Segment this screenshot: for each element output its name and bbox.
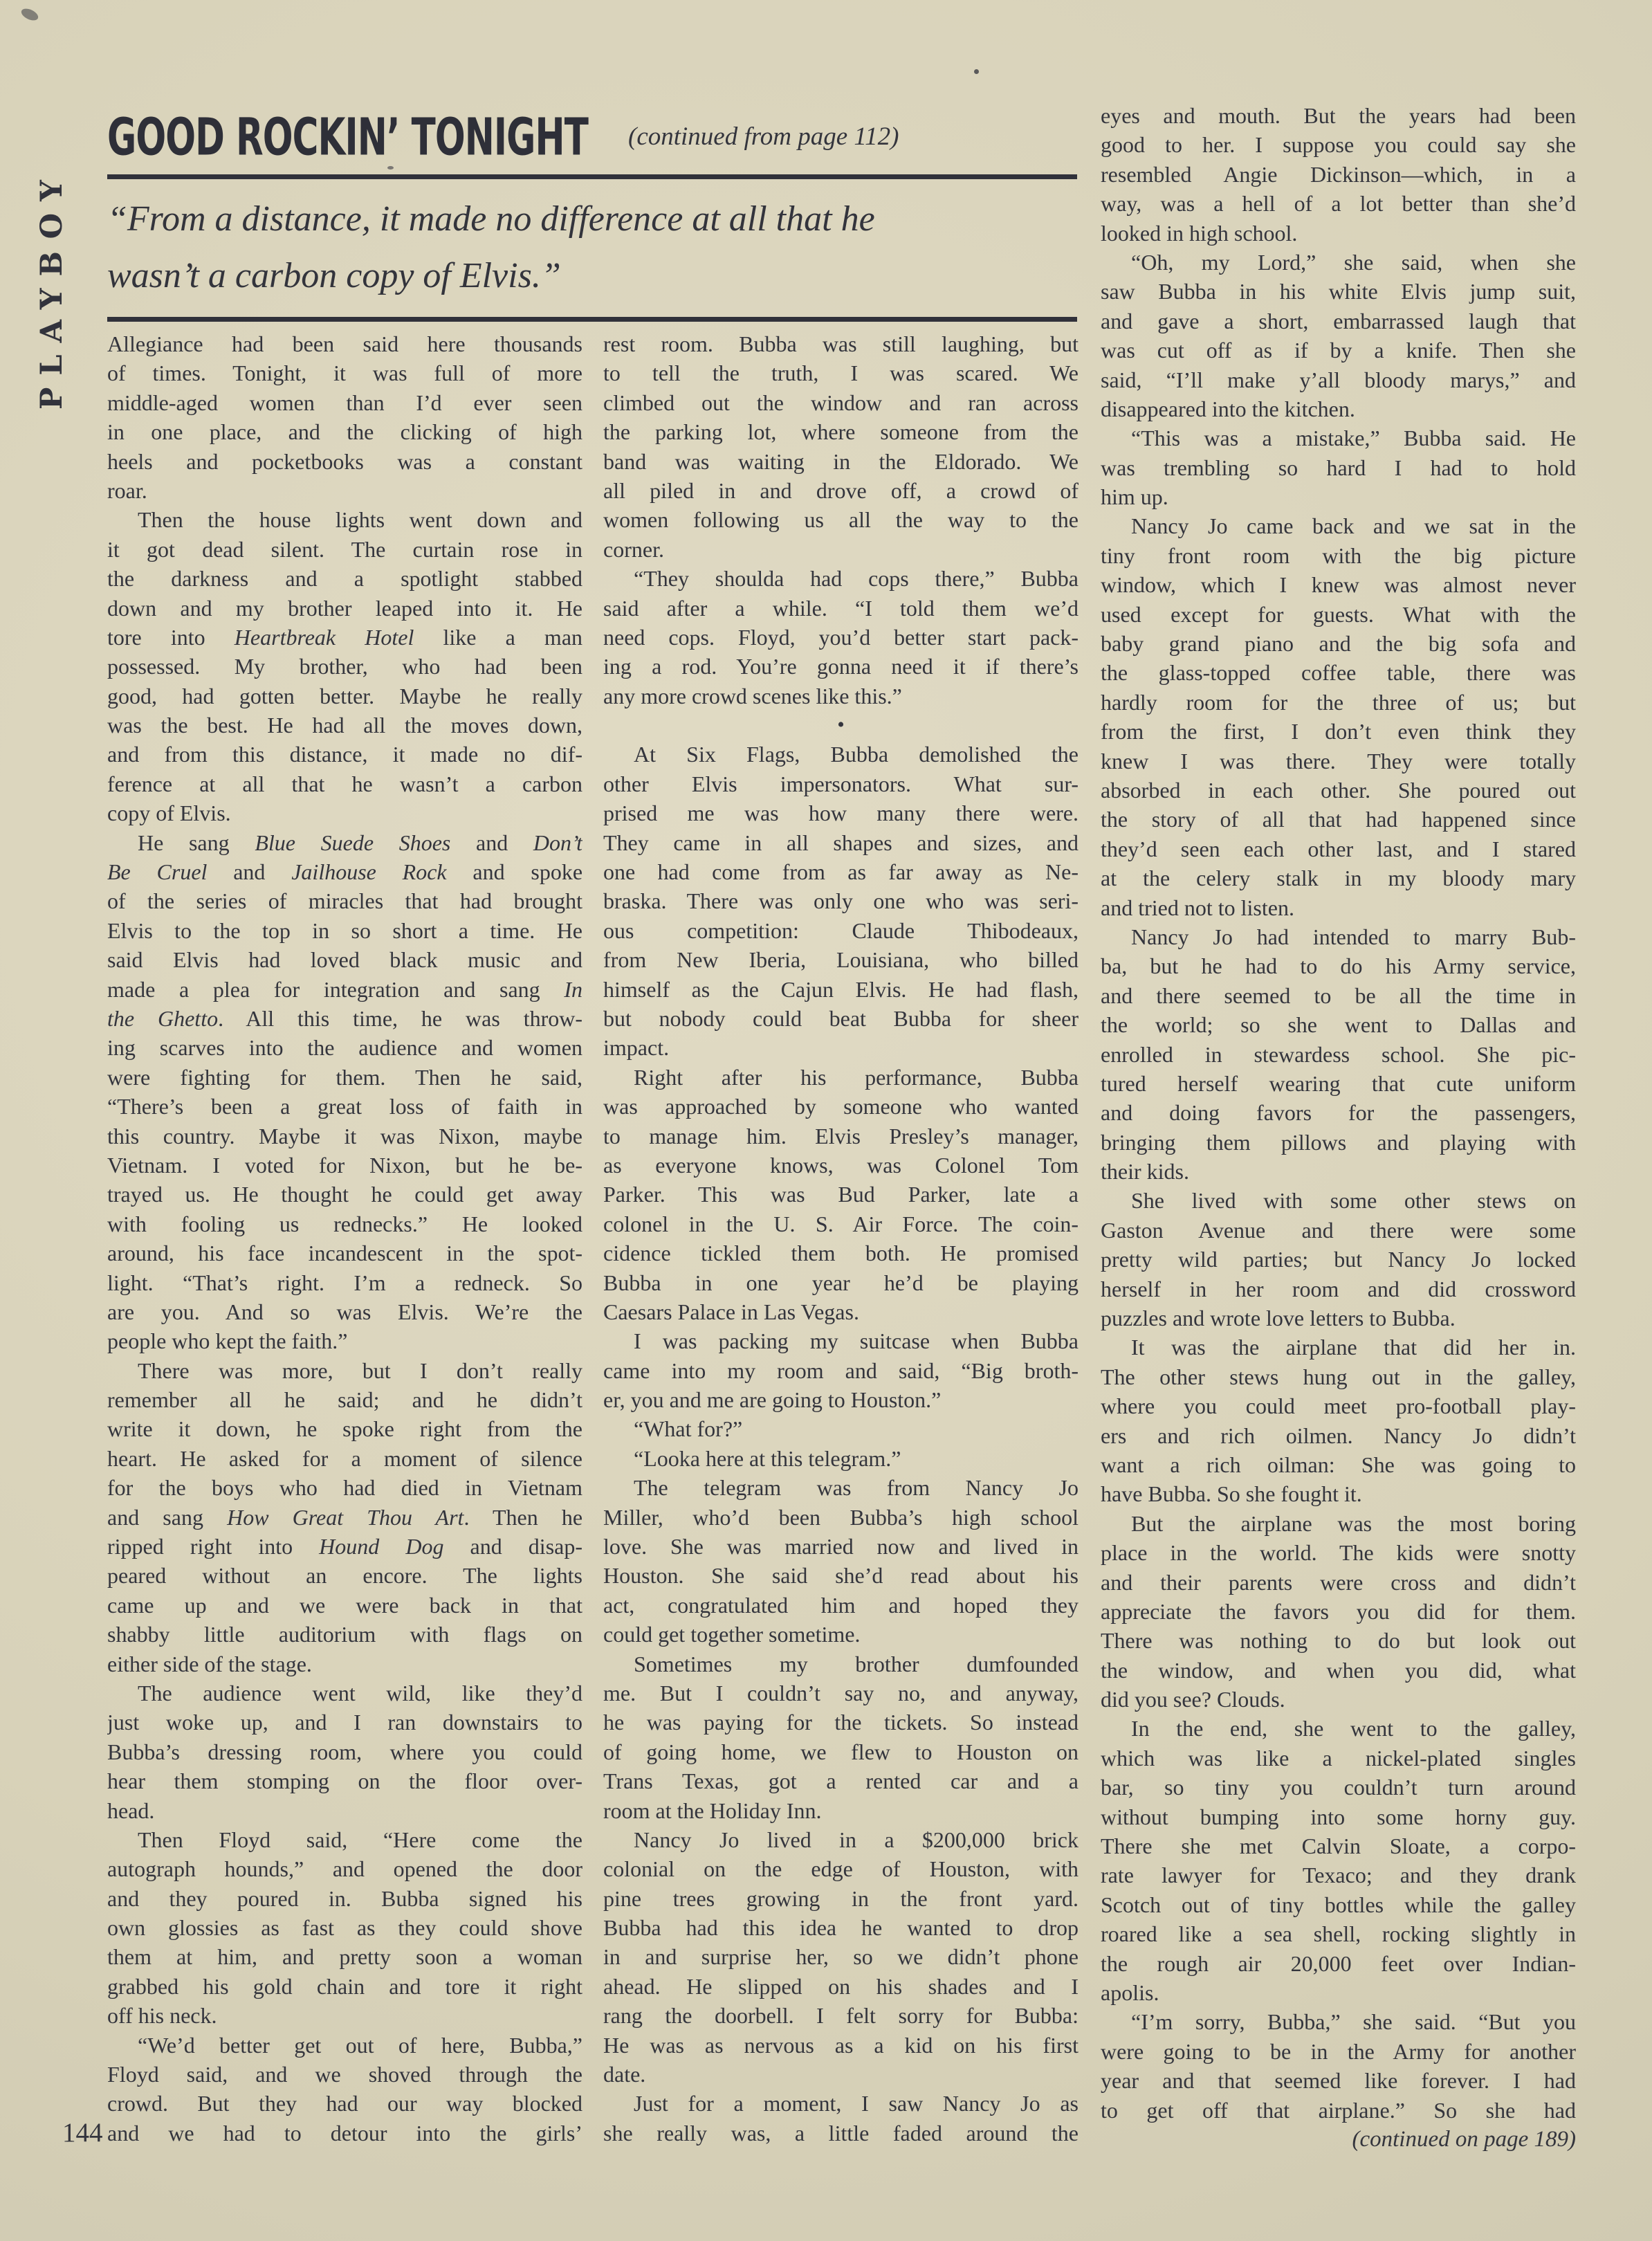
- pull-quote-line-2: wasn’t a carbon copy of Elvis.”: [107, 256, 561, 295]
- text-line: have Bubba. So she fought it.: [1101, 1481, 1362, 1507]
- text-line: their kids.: [1101, 1159, 1189, 1184]
- text-line: as everyone knows, was Colonel Tom: [603, 1152, 1079, 1178]
- text-line: the glass-topped coffee table, there was: [1101, 660, 1576, 686]
- text-line: all piled in and drove off, a crowd of: [603, 477, 1079, 503]
- text-line: Parker. This was Bud Parker, late a: [603, 1182, 1079, 1207]
- text-line: said Elvis had loved black music and: [107, 947, 582, 973]
- text-line: colonial on the edge of Houston, with: [603, 1856, 1079, 1882]
- text-line: where you could meet pro-football play-: [1101, 1393, 1576, 1419]
- text-line: “There’s been a great loss of faith in: [107, 1094, 582, 1119]
- text-line: eyes and mouth. But the years had been: [1101, 103, 1576, 128]
- text-line: enrolled in stewardess school. She pic-: [1101, 1041, 1576, 1067]
- text-line: looked in high school.: [1101, 220, 1298, 246]
- text-line: Be Cruel and Jailhouse Rock and spoke: [107, 859, 582, 885]
- text-line: copy of Elvis.: [107, 801, 231, 826]
- text-line: rang the doorbell. I felt sorry for Bubba:: [603, 2003, 1079, 2029]
- text-line: was trembling so hard I had to hold: [1101, 455, 1576, 480]
- text-line: puzzles and wrote love letters to Bubba.: [1101, 1306, 1456, 1331]
- text-line: ference at all that he wasn’t a carbon: [107, 771, 582, 796]
- text-line: apolis.: [1101, 1980, 1159, 2005]
- text-line: own glossies as fast as they could shove: [107, 1915, 582, 1941]
- text-line: could get together sometime.: [603, 1622, 861, 1647]
- text-line: pretty wild parties; but Nancy Jo locked: [1101, 1247, 1576, 1272]
- text-line: the rough air 20,000 feet over Indian-: [1101, 1950, 1576, 1976]
- text-line: and gave a short, embarrassed laugh that: [1101, 308, 1576, 333]
- text-line: was the best. He had all the moves down,: [107, 713, 582, 738]
- text-line: band was waiting in the Eldorado. We: [603, 448, 1079, 474]
- text-line: He was as nervous as a kid on his first: [603, 2032, 1079, 2058]
- text-line: came into my room and said, “Big broth-: [603, 1357, 1079, 1383]
- text-line: The audience went wild, like they’d: [138, 1680, 582, 1705]
- text-line: and tried not to listen.: [1101, 895, 1294, 920]
- text-line: Vietnam. I voted for Nixon, but he be-: [107, 1152, 582, 1178]
- text-line: rate lawyer for Texaco; and they drank: [1101, 1863, 1576, 1888]
- text-line: and there seemed to be all the time in: [1101, 982, 1576, 1008]
- text-line: climbed out the window and ran across: [603, 390, 1079, 415]
- text-line: him up.: [1101, 484, 1168, 510]
- text-line: from the first, I don’t even think they: [1101, 719, 1576, 744]
- text-line: to manage him. Elvis Presley’s manager,: [603, 1123, 1079, 1149]
- column-1: [107, 329, 582, 2148]
- text-line: The telegram was from Nancy Jo: [634, 1475, 1079, 1501]
- text-line: “We’d better get out of here, Bubba,”: [138, 2032, 582, 2058]
- text-line: middle-aged women than I’d ever seen: [107, 390, 582, 415]
- text-line: with fooling us rednecks.” He looked: [107, 1211, 582, 1236]
- text-line: possessed. My brother, who had been: [107, 654, 582, 679]
- text-line: women following us all the way to the: [603, 507, 1079, 533]
- text-line: good, had gotten better. Maybe he really: [107, 683, 582, 708]
- text-line: was approached by someone who wanted: [603, 1094, 1079, 1119]
- text-line: They came in all shapes and sizes, and: [603, 830, 1079, 855]
- text-line: it got dead silent. The curtain rose in: [107, 536, 582, 562]
- text-line: colonel in the U. S. Air Force. The coin-: [603, 1211, 1079, 1236]
- page-number: 144: [62, 2118, 103, 2148]
- text-line: and from this distance, it made no dif-: [107, 742, 582, 767]
- text-line: “This was a mistake,” Bubba said. He: [1131, 426, 1576, 451]
- text-line: In the end, she went to the galley,: [1131, 1716, 1576, 1741]
- text-line: she really was, a little faded around the: [603, 2120, 1079, 2146]
- text-line: which was like a nickel-plated singles: [1101, 1745, 1576, 1771]
- text-line: cidence tickled them both. He promised: [603, 1241, 1079, 1266]
- text-line: around, his face incandescent in the spot-: [107, 1241, 582, 1266]
- column-2: [603, 329, 1079, 2148]
- text-line: was cut off as if by a knife. Then she: [1101, 338, 1576, 363]
- text-line: to tell the truth, I was scared. We: [603, 360, 1079, 386]
- text-line: “I’m sorry, Bubba,” she said. “But you: [1131, 2009, 1576, 2035]
- text-line: At Six Flags, Bubba demolished the: [634, 742, 1079, 767]
- text-line: came up and we were back in that: [107, 1592, 582, 1618]
- text-line: shabby little auditorium with flags on: [107, 1622, 582, 1647]
- playboy-spine-label: PLAYBOY: [35, 168, 69, 410]
- text-line: to get off that airplane.” So she had: [1101, 2097, 1576, 2123]
- text-line: the world; so she went to Dallas and: [1101, 1012, 1576, 1038]
- text-line: love. She was married now and lived in: [603, 1534, 1079, 1559]
- text-line: Caesars Palace in Las Vegas.: [603, 1299, 859, 1324]
- text-line: the darkness and a spotlight stabbed: [107, 566, 582, 592]
- text-line: She lived with some other stews on: [1131, 1188, 1576, 1214]
- text-line: “What for?”: [634, 1416, 743, 1442]
- text-line: bar, so tiny you couldn’t turn around: [1101, 1775, 1576, 1800]
- text-line: hardly room for the three of us; but: [1101, 689, 1576, 715]
- text-line: “Looka here at this telegram.”: [634, 1445, 901, 1471]
- text-line: braska. There was only one who was seri-: [603, 888, 1079, 914]
- text-line: Bubba’s dressing room, where you could: [107, 1739, 582, 1764]
- text-line: saw Bubba in his white Elvis jump suit,: [1101, 279, 1576, 304]
- text-line: Just for a moment, I saw Nancy Jo as: [634, 2091, 1079, 2116]
- text-line: were going to be in the Army for another: [1101, 2038, 1576, 2064]
- text-line: Houston. She said she’d read about his: [603, 1563, 1079, 1589]
- text-line: head.: [107, 1798, 155, 1823]
- text-line: Gaston Avenue and there were some: [1101, 1217, 1576, 1243]
- text-line: trayed us. He thought he could get away: [107, 1182, 582, 1207]
- text-line: and sang How Great Thou Art. Then he: [107, 1504, 582, 1530]
- text-line: ripped right into Hound Dog and disap-: [107, 1534, 582, 1559]
- text-line: ing scarves into the audience and women: [107, 1035, 582, 1061]
- text-line: year and that seemed like forever. I had: [1101, 2068, 1576, 2094]
- text-line: want a rich oilman: She was going to: [1101, 1452, 1576, 1477]
- text-line: and doing favors for the passengers,: [1101, 1100, 1576, 1126]
- text-line: Nancy Jo lived in a $200,000 brick: [634, 1827, 1079, 1852]
- text-line: himself as the Cajun Elvis. He had flash,: [603, 976, 1079, 1002]
- text-line: pine trees growing in the front yard.: [603, 1885, 1079, 1911]
- text-line: of times. Tonight, it was full of more: [107, 360, 582, 386]
- text-line: ous competition: Claude Thibodeaux,: [603, 917, 1079, 943]
- text-line: and their parents were cross and didn’t: [1101, 1569, 1576, 1595]
- article-title: GOOD ROCKIN’ TONIGHT: [107, 108, 588, 167]
- text-line: Allegiance had been said here thousands: [107, 331, 582, 356]
- text-line: Trans Texas, got a rented car and a: [603, 1768, 1079, 1794]
- text-line: at the celery stalk in my bloody mary: [1101, 866, 1576, 891]
- text-line: of going home, we flew to Houston on: [603, 1739, 1079, 1764]
- text-line: He sang Blue Suede Shoes and Don’t: [138, 830, 582, 855]
- text-line: room at the Holiday Inn.: [603, 1798, 822, 1823]
- text-line: ing a rod. You’re gonna need it if there’s: [603, 654, 1079, 679]
- text-line: autograph hounds,” and opened the door: [107, 1856, 582, 1882]
- text-line: corner.: [603, 536, 664, 562]
- text-line: down and my brother leaped into it. He: [107, 595, 582, 621]
- pull-quote: [107, 191, 1090, 304]
- continued-from-note: (continued from page 112): [628, 122, 899, 151]
- text-line: said, “I’ll make y’all bloody marys,” and: [1101, 367, 1576, 392]
- text-line: disappeared into the kitchen.: [1101, 396, 1355, 421]
- text-line: crowd. But they had our way blocked: [107, 2091, 582, 2116]
- text-line: Miller, who’d been Bubba’s high school: [603, 1504, 1079, 1530]
- text-line: (continued on page 189): [1352, 2126, 1576, 2152]
- text-line: But the airplane was the most boring: [1131, 1510, 1576, 1536]
- text-line: herself in her room and did crossword: [1101, 1276, 1576, 1301]
- text-line: Nancy Jo had intended to marry Bub-: [1131, 924, 1576, 949]
- text-line: me. But I couldn’t say no, and anyway,: [603, 1680, 1079, 1705]
- text-line: from New Iberia, Louisiana, who billed: [603, 947, 1079, 973]
- text-line: the Ghetto. All this time, he was throw-: [107, 1005, 582, 1031]
- text-line: way, was a hell of a lot better than she’d: [1101, 191, 1576, 217]
- text-line: place in the world. The kids were snotty: [1101, 1540, 1576, 1566]
- text-line: Scotch out of tiny bottles while the galley: [1101, 1892, 1576, 1917]
- text-line: they’d seen each other last, and I stared: [1101, 836, 1576, 861]
- text-line: er, you and me are going to Houston.”: [603, 1387, 942, 1413]
- text-line: It was the airplane that did her in.: [1131, 1335, 1576, 1360]
- text-line: Floyd said, and we shoved through the: [107, 2062, 582, 2087]
- text-line: “Oh, my Lord,” she said, when she: [1131, 249, 1576, 275]
- text-line: off his neck.: [107, 2003, 217, 2029]
- text-line: used except for guests. What with the: [1101, 601, 1576, 627]
- text-line: date.: [603, 2062, 646, 2087]
- text-line: peared without an encore. The lights: [107, 1563, 582, 1589]
- text-line: people who kept the faith.”: [107, 1328, 348, 1354]
- text-line: did you see? Clouds.: [1101, 1687, 1285, 1712]
- text-line: without bumping into some horny guy.: [1101, 1804, 1576, 1829]
- text-line: in and surprise her, so we didn’t phone: [603, 1944, 1079, 1970]
- text-line: grabbed his gold chain and tore it right: [107, 1973, 582, 1999]
- text-line: either side of the stage.: [107, 1651, 312, 1676]
- text-line: Sometimes my brother dumfounded: [634, 1651, 1079, 1676]
- text-line: impact.: [603, 1035, 670, 1061]
- text-line: but nobody could beat Bubba for sheer: [603, 1005, 1079, 1031]
- text-line: were fighting for them. Then he said,: [107, 1064, 582, 1090]
- text-line: write it down, he spoke right from the: [107, 1416, 582, 1442]
- text-line: Bubba had this idea he wanted to drop: [603, 1915, 1079, 1941]
- text-line: Right after his performance, Bubba: [634, 1064, 1079, 1090]
- text-line: baby grand piano and the big sofa and: [1101, 631, 1576, 657]
- text-line: Then the house lights went down and: [138, 507, 582, 533]
- text-line: this country. Maybe it was Nixon, maybe: [107, 1123, 582, 1149]
- text-line: one had come from as far away as Ne-: [603, 859, 1079, 885]
- text-line: and they poured in. Bubba signed his: [107, 1885, 582, 1911]
- text-line: of the series of miracles that had brought: [107, 888, 582, 914]
- text-line: any more crowd scenes like this.”: [603, 683, 902, 708]
- text-line: heels and pocketbooks was a constant: [107, 448, 582, 474]
- text-line: just woke up, and I ran downstairs to: [107, 1710, 582, 1735]
- text-line: There was nothing to do but look out: [1101, 1628, 1576, 1654]
- pull-quote-line-1: “From a distance, it made no difference at all that he: [107, 199, 875, 239]
- text-line: rest room. Bubba was still laughing, but: [603, 331, 1079, 356]
- text-line: in one place, and the clicking of high: [107, 419, 582, 445]
- text-line: ahead. He slipped on his shades and I: [603, 1973, 1079, 1999]
- text-line: the parking lot, where someone from the: [603, 419, 1079, 445]
- text-line: “They shoulda had cops there,” Bubba: [634, 566, 1079, 592]
- text-line: made a plea for integration and sang In: [107, 976, 582, 1002]
- text-line: and we had to detour into the girls’: [107, 2120, 582, 2146]
- text-line: hear them stomping on the floor over-: [107, 1768, 582, 1794]
- text-line: other Elvis impersonators. What sur-: [603, 771, 1079, 796]
- text-line: act, congratulated him and hoped they: [603, 1592, 1079, 1618]
- text-line: need cops. Floyd, you’d better start pack-: [603, 624, 1079, 650]
- text-line: for the boys who had died in Vietnam: [107, 1475, 582, 1501]
- text-line: The other stews hung out in the galley,: [1101, 1364, 1576, 1389]
- text-line: the story of all that had happened since: [1101, 807, 1576, 832]
- scan-speck: [19, 6, 39, 23]
- text-line: Elvis to the top in so short a time. He: [107, 917, 582, 943]
- text-line: absorbed in each other. She poured out: [1101, 777, 1576, 803]
- text-line: heart. He asked for a moment of silence: [107, 1445, 582, 1471]
- text-line: resembled Angie Dickinson—which, in a: [1101, 161, 1576, 187]
- text-line: tured herself wearing that cute uniform: [1101, 1070, 1576, 1096]
- text-line: he was paying for the tickets. So instead: [603, 1710, 1079, 1735]
- text-line: tiny front room with the big picture: [1101, 542, 1576, 568]
- text-line: appreciate the favors you did for them.: [1101, 1598, 1576, 1624]
- text-line: Bubba in one year he’d be playing: [603, 1270, 1079, 1295]
- text-line: There was more, but I don’t really: [138, 1357, 582, 1383]
- text-line: tore into Heartbreak Hotel like a man: [107, 624, 582, 650]
- text-line: roared like a sea shell, rocking slightly in: [1101, 1921, 1576, 1947]
- text-line: ers and rich oilmen. Nancy Jo didn’t: [1101, 1423, 1576, 1448]
- top-rule: [107, 174, 1077, 179]
- text-line: good to her. I suppose you could say she: [1101, 132, 1576, 158]
- text-line: I was packing my suitcase when Bubba: [634, 1328, 1079, 1354]
- text-line: prised me was how many there were.: [603, 801, 1079, 826]
- section-break-icon: •: [837, 713, 845, 737]
- text-line: Then Floyd said, “Here come the: [138, 1827, 582, 1852]
- text-line: said after a while. “I told them we’d: [603, 595, 1079, 621]
- column-3: [1101, 101, 1576, 2154]
- text-line: knew I was there. They were totally: [1101, 748, 1576, 774]
- text-line: roar.: [107, 477, 147, 503]
- text-line: window, which I knew was almost never: [1101, 572, 1576, 598]
- text-line: Nancy Jo came back and we sat in the: [1131, 513, 1576, 539]
- scan-speck: [974, 69, 979, 74]
- text-line: the window, and when you did, what: [1101, 1657, 1576, 1683]
- text-line: them at him, and pretty soon a woman: [107, 1944, 582, 1970]
- text-line: light. “That’s right. I’m a redneck. So: [107, 1270, 582, 1295]
- text-line: remember all he said; and he didn’t: [107, 1387, 582, 1413]
- text-line: bringing them pillows and playing with: [1101, 1129, 1576, 1155]
- text-line: There she met Calvin Sloate, a corpo-: [1101, 1833, 1576, 1859]
- text-line: are you. And so was Elvis. We’re the: [107, 1299, 582, 1324]
- bottom-rule: [107, 317, 1077, 322]
- text-line: ba, but he had to do his Army service,: [1101, 953, 1576, 979]
